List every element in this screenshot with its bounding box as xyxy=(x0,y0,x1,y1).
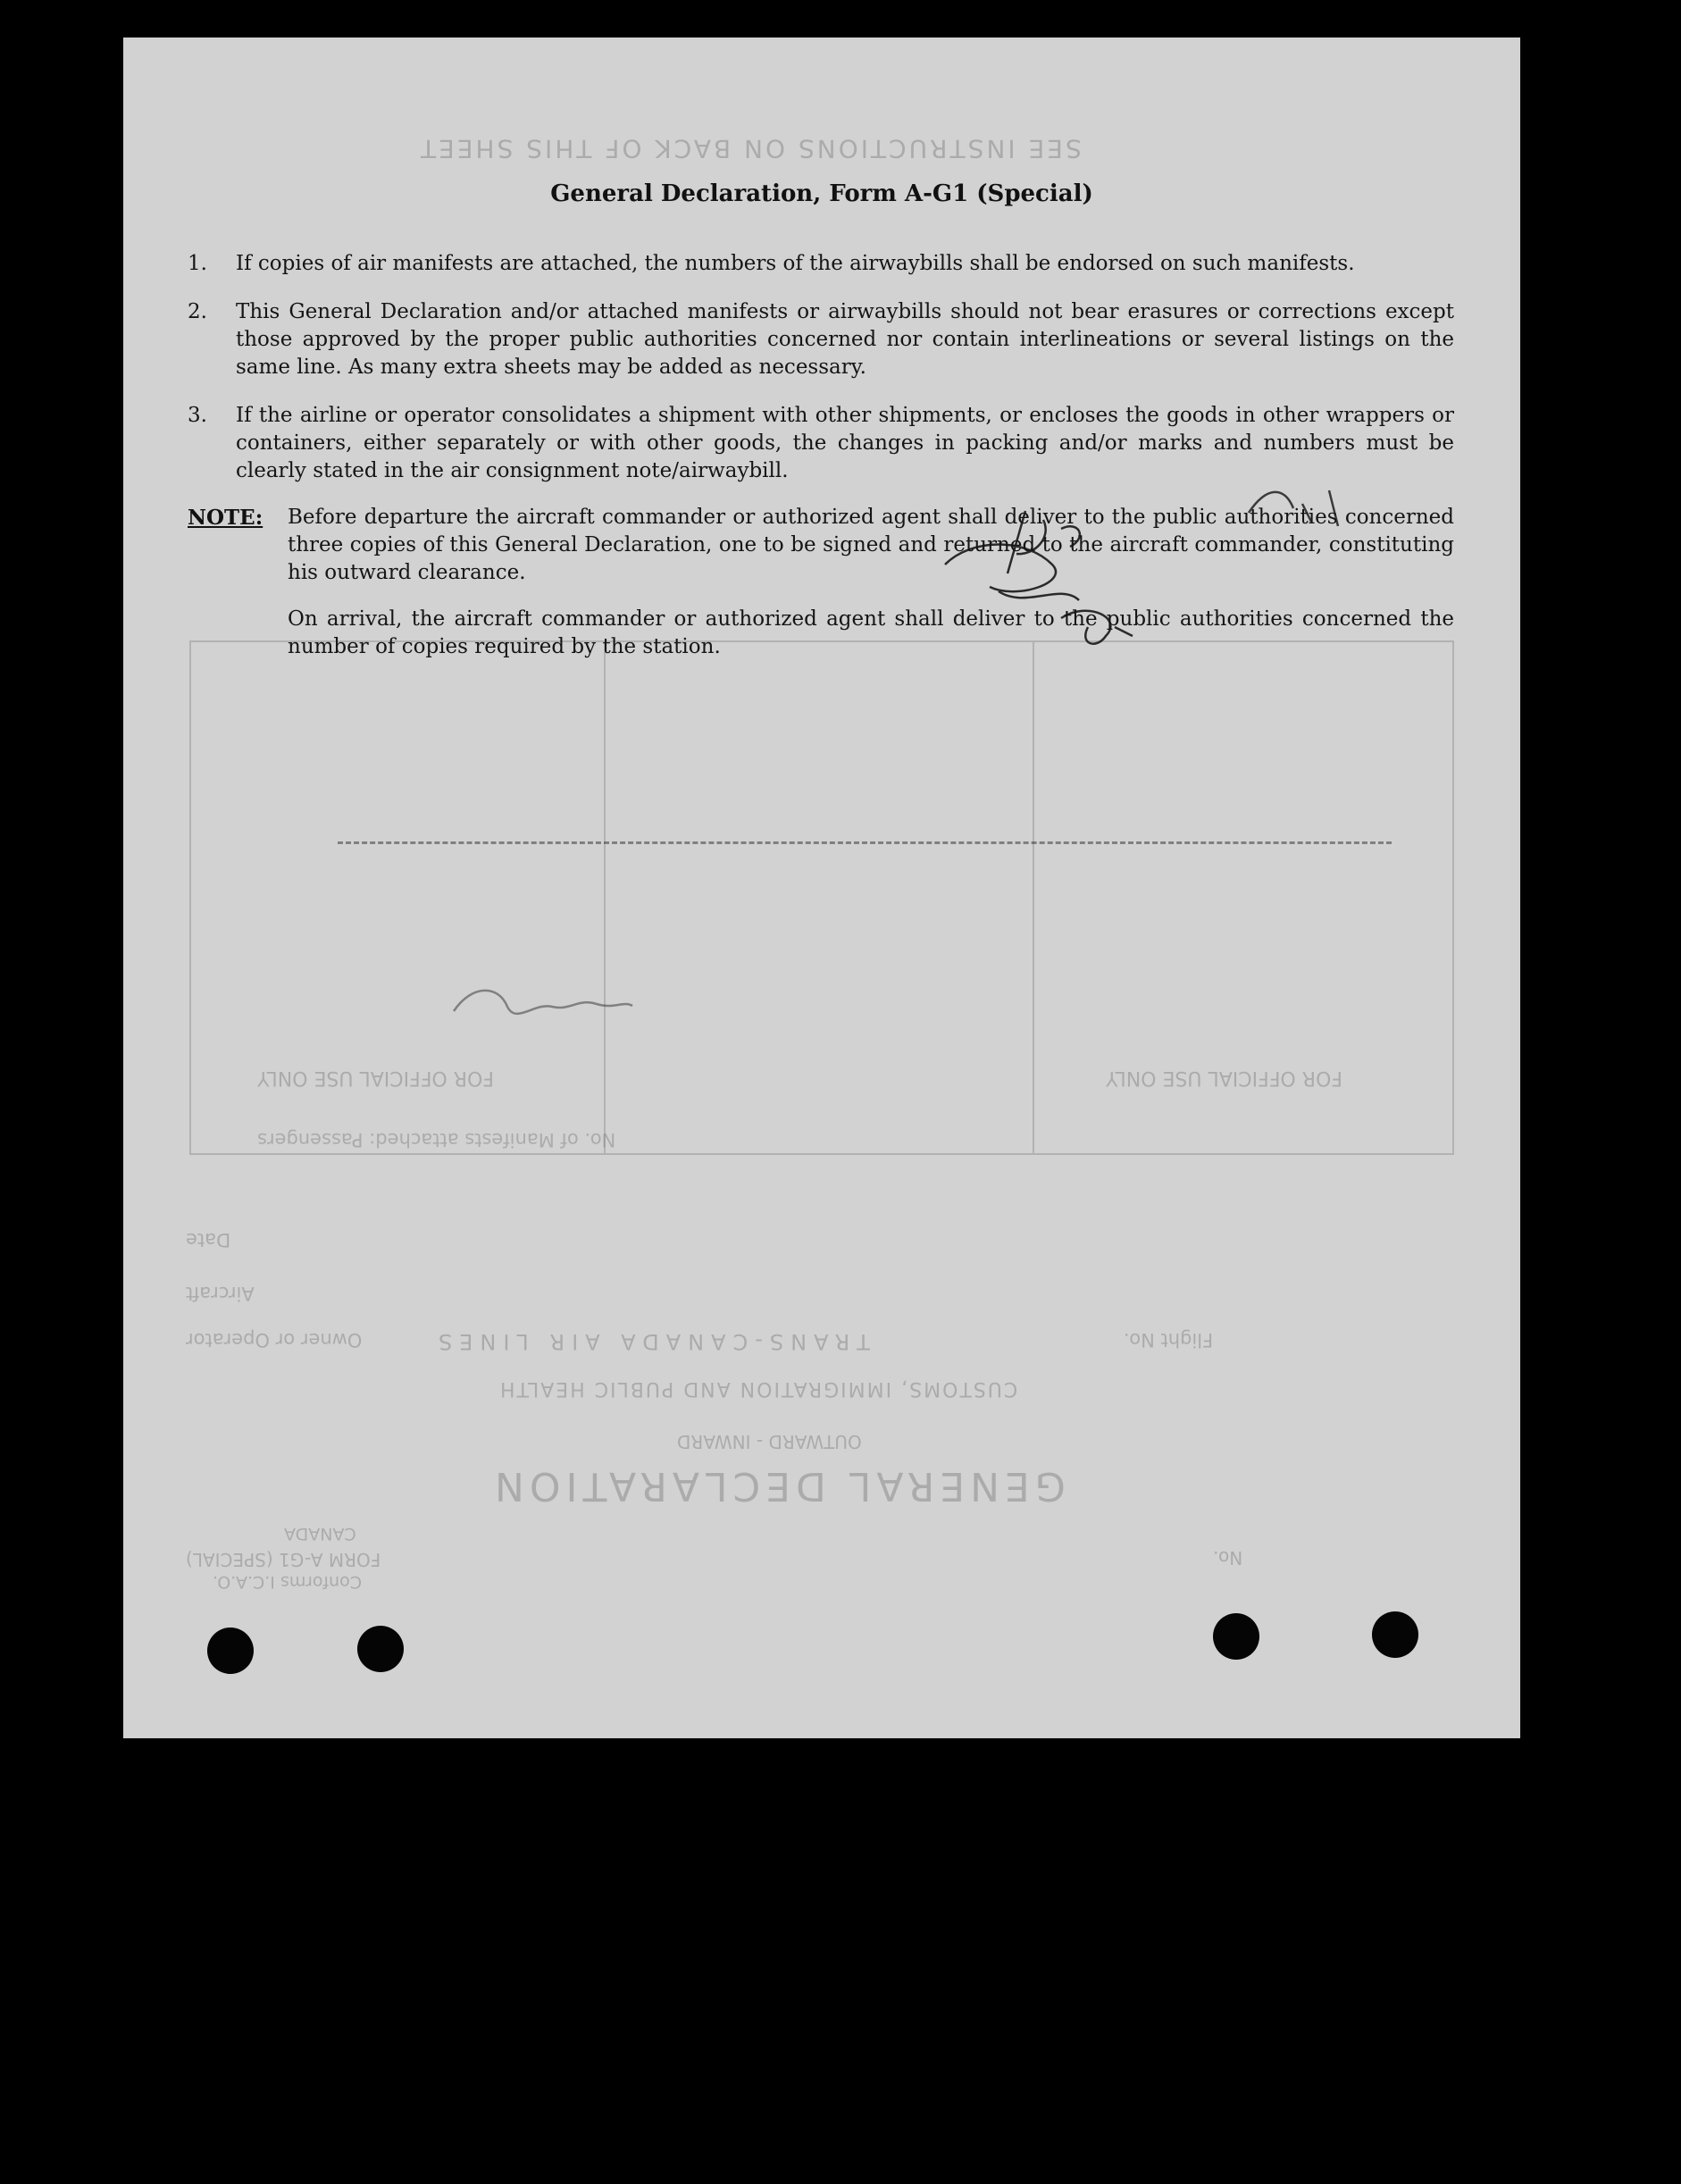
bleed-through-direction-line: OUTWARD - INWARD xyxy=(677,1431,862,1452)
instruction-item xyxy=(188,298,1454,381)
instruction-text: If copies of air manifests are attached, the numbers of the airwaybills shall be endorsed on such manifests. xyxy=(236,252,1355,275)
bleed-through-health-line: CUSTOMS, IMMIGRATION AND PUBLIC HEALTH xyxy=(498,1377,1018,1400)
punch-hole xyxy=(357,1626,404,1672)
instruction-number: 3. xyxy=(188,404,207,427)
bleed-through-flight-label: Flight No. xyxy=(1124,1329,1214,1351)
bleed-through-owner-label: Owner or Operator xyxy=(186,1329,363,1351)
bleed-through-date-label: Date xyxy=(186,1229,231,1251)
instruction-text: This General Declaration and/or attached manifests or airwaybills should not bear erasures or corrections except those approved by the proper public authorities concerned nor contain interlineations or several listings on the same line. As many extra sheets may be added as necessary. xyxy=(236,300,1454,379)
punch-hole xyxy=(207,1628,254,1674)
note-label: NOTE: xyxy=(188,506,263,530)
bleed-through-top-text: SEE INSTRUCTIONS ON BACK OF THIS SHEET xyxy=(418,134,1082,163)
bleed-through-official-left: FOR OFFICIAL USE ONLY xyxy=(257,1067,495,1089)
bleed-through-no-label: No. xyxy=(1213,1547,1243,1569)
bleed-through-table-divider xyxy=(604,642,606,1153)
instruction-item xyxy=(188,402,1454,485)
bleed-through-official-right: FOR OFFICIAL USE ONLY xyxy=(1106,1067,1343,1089)
instruction-item xyxy=(188,250,1454,278)
handwritten-signature-bleed xyxy=(445,966,641,1038)
instruction-text: If the airline or operator consolidates a shipment with other shipments, or encloses the goods in other wrappers or containers, either separately or with other goods, the changes in packing and/or marks and numbers must be clearly stated in the air consignment note/airwaybill. xyxy=(236,404,1454,482)
bleed-through-owner-value: TRANS-CANADA AIR LINES xyxy=(431,1329,870,1354)
punch-hole xyxy=(1213,1613,1259,1660)
bleed-through-table-divider xyxy=(1033,642,1034,1153)
bleed-through-country: CANADA xyxy=(284,1524,356,1544)
bleed-through-tear-line xyxy=(338,841,1392,844)
bleed-through-big-title: GENERAL DECLARATION xyxy=(489,1463,1066,1509)
bleed-through-manifests-line: No. of Manifests attached: Passengers xyxy=(257,1129,616,1151)
instruction-number: 1. xyxy=(188,252,207,275)
note-paragraph: Before departure the aircraft commander or authorized agent shall deliver to the public authorities concerned three copies of this General Declaration, one to be signed and returned to the aircraft commander, constituting his outward clearance. xyxy=(288,506,1454,584)
bleed-through-org: Conforms I.C.A.O. xyxy=(213,1572,363,1592)
document-page xyxy=(123,38,1520,1738)
punch-hole xyxy=(1372,1611,1418,1658)
instruction-number: 2. xyxy=(188,300,207,323)
note-paragraph: On arrival, the aircraft commander or authorized agent shall deliver to the public authorities concerned the number of copies required by the station. xyxy=(288,607,1454,658)
bleed-through-aircraft-label: Aircraft xyxy=(186,1283,255,1304)
bleed-through-form-id: FORM A-G1 (SPECIAL) xyxy=(186,1549,381,1570)
page-title: General Declaration, Form A-G1 (Special) xyxy=(550,180,1093,207)
